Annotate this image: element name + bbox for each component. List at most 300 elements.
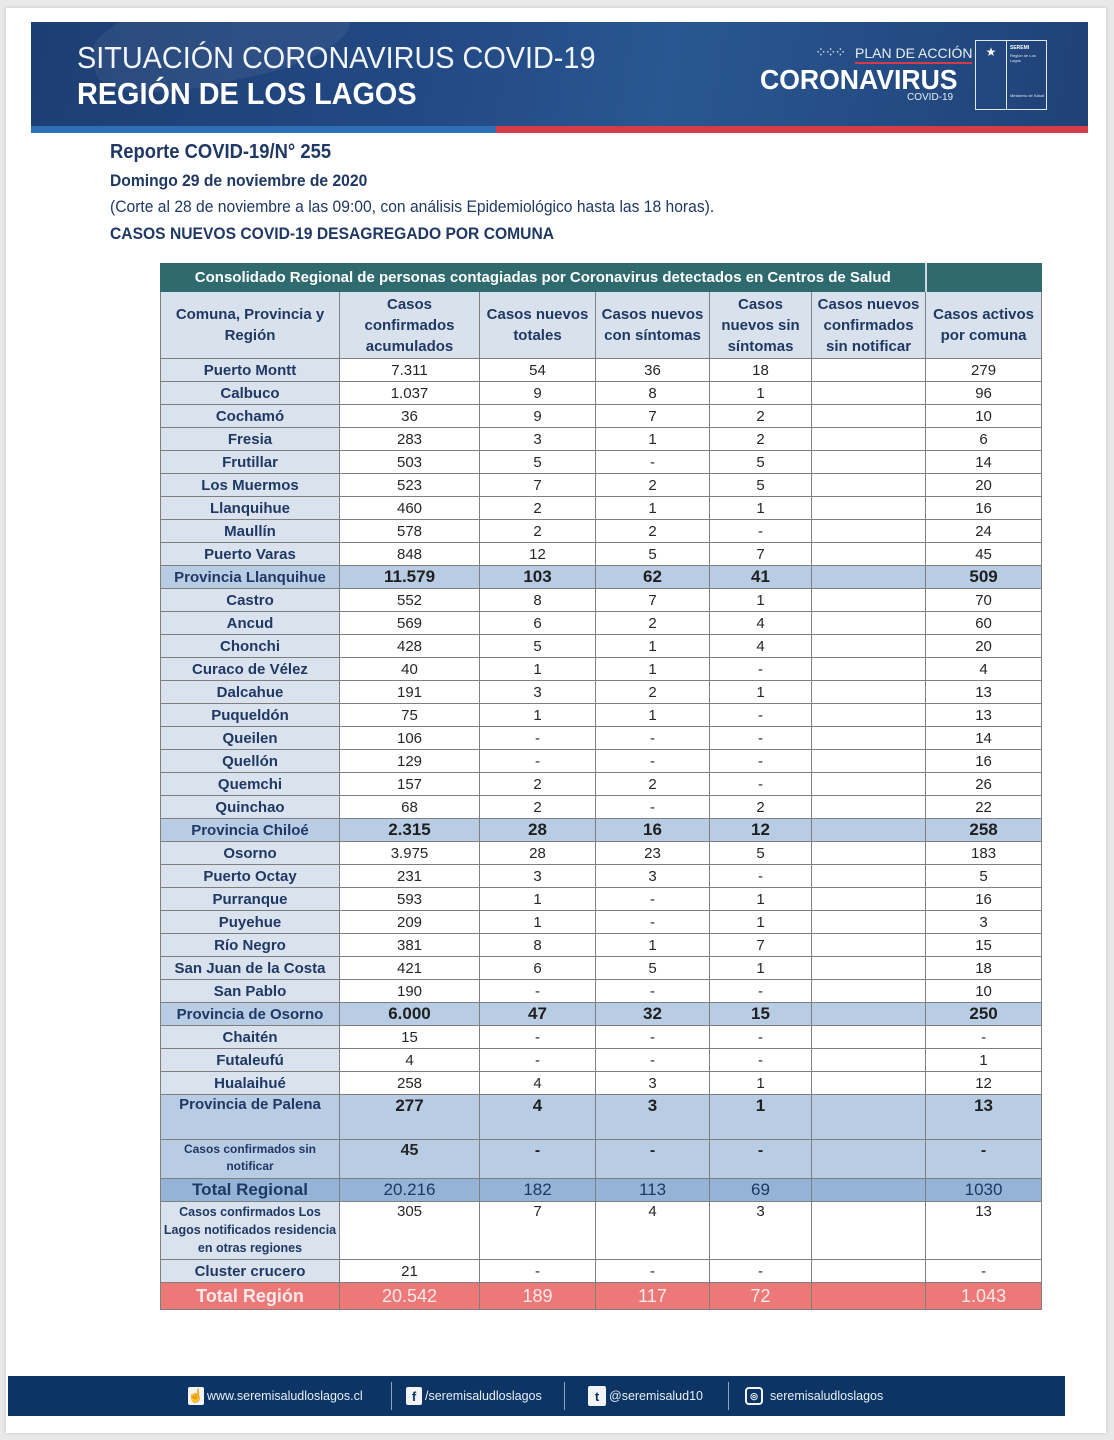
footer-link-text: www.seremisaludloslagos.cl [207,1389,363,1403]
value-cell-con: 1 [596,704,710,727]
value-cell-sinnot [812,566,926,589]
comuna-name-cell: Provincia Llanquihue [161,566,340,589]
value-cell-con: 3 [596,865,710,888]
table-row [161,405,1042,428]
cluster-row [161,1260,1042,1283]
value-cell-acum: 593 [340,888,480,911]
value-cell-sin: - [710,520,812,543]
value-cell-sin: 1 [710,1095,812,1140]
table-row [161,589,1042,612]
comuna-name-cell: Puerto Montt [161,359,340,382]
value-cell-activos: 13 [926,1095,1042,1140]
value-cell-activos: 13 [926,1202,1042,1260]
column-header: Comuna, Provincia y Región [161,292,340,359]
value-cell-con: 3 [596,1072,710,1095]
value-cell-sinnot [812,842,926,865]
value-cell-acum: 209 [340,911,480,934]
value-cell-con: - [596,911,710,934]
value-cell-activos: 15 [926,934,1042,957]
value-cell-sin: 7 [710,934,812,957]
column-header: Casos nuevos sin síntomas [710,292,812,359]
unnotified-row [161,1140,1042,1179]
value-cell-con: 2 [596,520,710,543]
value-cell-activos: 3 [926,911,1042,934]
table-row [161,934,1042,957]
table-body [161,359,1042,1310]
table-row [161,382,1042,405]
value-cell-activos: 250 [926,1003,1042,1026]
value-cell-con: - [596,1260,710,1283]
value-cell-sin: 41 [710,566,812,589]
value-cell-total: 7 [480,1202,596,1260]
value-cell-sinnot [812,1003,926,1026]
value-cell-acum: 36 [340,405,480,428]
plan-dots-icon: ⁘⁘⁘ [815,44,845,60]
value-cell-activos: 13 [926,704,1042,727]
value-cell-sinnot [812,750,926,773]
value-cell-activos: 24 [926,520,1042,543]
plan-sub: COVID-19 [907,92,954,103]
province-subtotal-row [161,819,1042,842]
value-cell-activos: - [926,1140,1042,1179]
value-cell-activos: 183 [926,842,1042,865]
table-row [161,957,1042,980]
comuna-name-cell: Puqueldón [161,704,340,727]
value-cell-activos: 10 [926,405,1042,428]
table-row [161,842,1042,865]
value-cell-con: - [596,1140,710,1179]
comuna-name-cell: Llanquihue [161,497,340,520]
value-cell-acum: 75 [340,704,480,727]
comuna-name-cell: Los Muermos [161,474,340,497]
value-cell-acum: 7.311 [340,359,480,382]
header-title-line1: SITUACIÓN CORONAVIRUS COVID-19 [77,40,596,75]
value-cell-activos: 96 [926,382,1042,405]
comuna-name-cell: Chaitén [161,1026,340,1049]
comuna-name-cell: Hualaihué [161,1072,340,1095]
value-cell-acum: 460 [340,497,480,520]
column-header: Casos nuevos con síntomas [596,292,710,359]
value-cell-sinnot [812,957,926,980]
value-cell-acum: 191 [340,681,480,704]
comuna-name-cell: Puerto Octay [161,865,340,888]
value-cell-total: 1 [480,658,596,681]
value-cell-activos: 14 [926,727,1042,750]
value-cell-sinnot [812,911,926,934]
value-cell-acum: 20.542 [340,1283,480,1310]
seremi-logo [975,40,1047,110]
value-cell-sin: 12 [710,819,812,842]
table-row [161,428,1042,451]
value-cell-total: 103 [480,566,596,589]
value-cell-acum: 258 [340,1072,480,1095]
table-row [161,635,1042,658]
header-stripe [31,126,1088,133]
value-cell-total: 6 [480,612,596,635]
value-cell-con: 1 [596,428,710,451]
value-cell-sinnot [812,980,926,1003]
value-cell-con: 23 [596,842,710,865]
value-cell-con: 1 [596,635,710,658]
comuna-name-cell: Osorno [161,842,340,865]
value-cell-activos: 18 [926,957,1042,980]
province-subtotal-row [161,1003,1042,1026]
value-cell-acum: 68 [340,796,480,819]
value-cell-con: 8 [596,382,710,405]
value-cell-activos: 279 [926,359,1042,382]
value-cell-activos: 12 [926,1072,1042,1095]
value-cell-acum: 106 [340,727,480,750]
value-cell-con: 4 [596,1202,710,1260]
value-cell-acum: 381 [340,934,480,957]
value-cell-con: 2 [596,773,710,796]
value-cell-sin: 69 [710,1179,812,1202]
value-cell-total: 3 [480,865,596,888]
table-row [161,451,1042,474]
value-cell-activos: 14 [926,451,1042,474]
comuna-name-cell: Cochamó [161,405,340,428]
comuna-name-cell: Provincia de Osorno [161,1003,340,1026]
table-row [161,1072,1042,1095]
value-cell-total: 9 [480,382,596,405]
value-cell-total: 54 [480,359,596,382]
value-cell-acum: 421 [340,957,480,980]
value-cell-con: 7 [596,405,710,428]
value-cell-activos: 6 [926,428,1042,451]
value-cell-acum: 45 [340,1140,480,1179]
value-cell-activos: 20 [926,635,1042,658]
value-cell-acum: 578 [340,520,480,543]
value-cell-acum: 4 [340,1049,480,1072]
report-date: Domingo 29 de noviembre de 2020 [110,171,368,190]
value-cell-activos: 258 [926,819,1042,842]
column-header: Casos activos por comuna [926,292,1042,359]
value-cell-con: 117 [596,1283,710,1310]
value-cell-sinnot [812,635,926,658]
footer-link-text: seremisaludloslagos [770,1389,884,1403]
footer-divider [391,1382,392,1410]
comuna-name-cell: Frutillar [161,451,340,474]
comuna-name-cell: Cluster crucero [161,1260,340,1283]
value-cell-sinnot [812,773,926,796]
value-cell-total: 1 [480,911,596,934]
cases-table [160,263,1042,1310]
footer-link-facebook[interactable] [406,1386,542,1406]
value-cell-sin: - [710,980,812,1003]
value-cell-total: 3 [480,681,596,704]
value-cell-sinnot [812,589,926,612]
table-row [161,658,1042,681]
footer-link-instagram[interactable] [745,1386,883,1406]
value-cell-total: - [480,1049,596,1072]
value-cell-total: 2 [480,796,596,819]
facebook-icon: f [406,1387,422,1405]
comuna-name-cell: Río Negro [161,934,340,957]
value-cell-con: - [596,980,710,1003]
value-cell-sinnot [812,1179,926,1202]
value-cell-sinnot [812,1049,926,1072]
comuna-name-cell: Fresia [161,428,340,451]
footer-bar [8,1376,1065,1416]
value-cell-con: - [596,451,710,474]
value-cell-con: 5 [596,543,710,566]
value-cell-acum: 231 [340,865,480,888]
comuna-name-cell: Puyehue [161,911,340,934]
value-cell-con: 1 [596,934,710,957]
value-cell-sin: 1 [710,1072,812,1095]
comuna-name-cell: Puerto Varas [161,543,340,566]
comuna-name-cell: Quellón [161,750,340,773]
table-row [161,704,1042,727]
value-cell-total: - [480,750,596,773]
value-cell-total: 8 [480,589,596,612]
comuna-name-cell: Quemchi [161,773,340,796]
comuna-name-cell: Total Región [161,1283,340,1310]
table-row [161,888,1042,911]
value-cell-con: - [596,888,710,911]
value-cell-total: - [480,1140,596,1179]
province-subtotal-row [161,566,1042,589]
value-cell-con: - [596,750,710,773]
value-cell-sinnot [812,451,926,474]
value-cell-sin: - [710,658,812,681]
value-cell-total: 189 [480,1283,596,1310]
value-cell-sinnot [812,1260,926,1283]
footer-link-tumblr[interactable] [588,1386,703,1406]
value-cell-sinnot [812,612,926,635]
value-cell-total: 28 [480,819,596,842]
value-cell-sinnot [812,359,926,382]
logo-divider [1006,41,1007,109]
value-cell-acum: 6.000 [340,1003,480,1026]
web-icon: ☝ [187,1388,205,1403]
value-cell-total: 9 [480,405,596,428]
column-header: Casos confirmados acumulados [340,292,480,359]
value-cell-con: 32 [596,1003,710,1026]
value-cell-sin: - [710,1140,812,1179]
value-cell-sin: 1 [710,589,812,612]
value-cell-total: 47 [480,1003,596,1026]
table-title-blank [926,264,1042,292]
comuna-name-cell: Maullín [161,520,340,543]
value-cell-total: 12 [480,543,596,566]
value-cell-activos: 16 [926,888,1042,911]
value-cell-sin: - [710,1260,812,1283]
value-cell-sin: - [710,727,812,750]
comuna-name-cell: Casos confirmados Los Lagos notificados residencia en otras regiones [161,1202,340,1260]
value-cell-acum: 552 [340,589,480,612]
value-cell-sinnot [812,520,926,543]
value-cell-sin: - [710,750,812,773]
value-cell-sinnot [812,1095,926,1140]
value-cell-total: - [480,1026,596,1049]
table-row [161,543,1042,566]
value-cell-con: 2 [596,681,710,704]
logo-sub-text: Región de Los Lagos [1010,53,1036,63]
grand-total-row [161,1283,1042,1310]
report-note: (Corte al 28 de noviembre a las 09:00, con análisis Epidemiológico hasta las 18 horas). [110,197,715,216]
value-cell-acum: 305 [340,1202,480,1260]
value-cell-sinnot [812,681,926,704]
comuna-name-cell: Queilen [161,727,340,750]
comuna-name-cell: Provincia de Palena [161,1095,340,1140]
value-cell-activos: 45 [926,543,1042,566]
value-cell-sinnot [812,865,926,888]
value-cell-activos: 70 [926,589,1042,612]
comuna-name-cell: Purranque [161,888,340,911]
table-row [161,359,1042,382]
table-row [161,796,1042,819]
value-cell-activos: 60 [926,612,1042,635]
comuna-name-cell: Provincia Chiloé [161,819,340,842]
value-cell-activos: 20 [926,474,1042,497]
value-cell-sinnot [812,934,926,957]
value-cell-sinnot [812,819,926,842]
value-cell-sinnot [812,1026,926,1049]
value-cell-acum: 569 [340,612,480,635]
value-cell-acum: 11.579 [340,566,480,589]
value-cell-activos: 1 [926,1049,1042,1072]
comuna-name-cell: Casos confirmados sin notificar [161,1140,340,1179]
value-cell-con: 7 [596,589,710,612]
comuna-name-cell: San Juan de la Costa [161,957,340,980]
value-cell-total: 2 [480,520,596,543]
province-subtotal-row [161,1095,1042,1140]
value-cell-sinnot [812,1202,926,1260]
value-cell-total: 1 [480,704,596,727]
value-cell-sin: 1 [710,681,812,704]
value-cell-total: 4 [480,1095,596,1140]
table-row [161,865,1042,888]
value-cell-acum: 428 [340,635,480,658]
value-cell-sinnot [812,497,926,520]
value-cell-sinnot [812,474,926,497]
value-cell-sinnot [812,796,926,819]
value-cell-acum: 3.975 [340,842,480,865]
value-cell-activos: 1030 [926,1179,1042,1202]
value-cell-con: 5 [596,957,710,980]
value-cell-acum: 157 [340,773,480,796]
comuna-name-cell: Dalcahue [161,681,340,704]
footer-divider [728,1382,729,1410]
comuna-name-cell: Chonchi [161,635,340,658]
value-cell-acum: 523 [340,474,480,497]
footer-link-text: /seremisaludloslagos [425,1389,542,1403]
value-cell-con: - [596,796,710,819]
value-cell-sin: 5 [710,451,812,474]
value-cell-sin: - [710,773,812,796]
value-cell-activos: - [926,1260,1042,1283]
comuna-name-cell: Futaleufú [161,1049,340,1072]
value-cell-sin: 2 [710,796,812,819]
comuna-name-cell: Curaco de Vélez [161,658,340,681]
footer-link-web[interactable] [188,1386,363,1406]
value-cell-acum: 20.216 [340,1179,480,1202]
value-cell-con: 1 [596,658,710,681]
value-cell-con: 2 [596,612,710,635]
value-cell-sin: 2 [710,428,812,451]
value-cell-acum: 848 [340,543,480,566]
table-row [161,612,1042,635]
table-row [161,1026,1042,1049]
column-header: Casos nuevos confirmados sin notificar [812,292,926,359]
table-row [161,681,1042,704]
value-cell-sin: 1 [710,888,812,911]
value-cell-total: 5 [480,451,596,474]
report-title: Reporte COVID-19/N° 255 [110,141,332,163]
value-cell-con: - [596,1049,710,1072]
value-cell-total: 4 [480,1072,596,1095]
value-cell-con: - [596,1026,710,1049]
value-cell-acum: 2.315 [340,819,480,842]
value-cell-sinnot [812,658,926,681]
column-header: Casos nuevos totales [480,292,596,359]
value-cell-total: 8 [480,934,596,957]
value-cell-sinnot [812,543,926,566]
value-cell-total: 2 [480,497,596,520]
value-cell-activos: - [926,1026,1042,1049]
table-row [161,1049,1042,1072]
value-cell-total: 28 [480,842,596,865]
value-cell-activos: 5 [926,865,1042,888]
footer-divider [564,1382,565,1410]
value-cell-activos: 13 [926,681,1042,704]
tumblr-icon: t [588,1386,606,1406]
value-cell-acum: 503 [340,451,480,474]
table-row [161,727,1042,750]
value-cell-sinnot [812,382,926,405]
value-cell-sin: 3 [710,1202,812,1260]
value-cell-total: 182 [480,1179,596,1202]
value-cell-sin: - [710,1049,812,1072]
crest-icon: ★ [985,45,997,59]
comuna-name-cell: Castro [161,589,340,612]
value-cell-sin: 7 [710,543,812,566]
table-row [161,980,1042,1003]
value-cell-con: 36 [596,359,710,382]
plan-main-logo: CORONAVIRUS [760,64,958,95]
value-cell-sin: 4 [710,612,812,635]
value-cell-total: 1 [480,888,596,911]
value-cell-activos: 16 [926,750,1042,773]
value-cell-sinnot [812,888,926,911]
value-cell-sinnot [812,428,926,451]
logo-bottom-text: Ministerio de Salud [1010,93,1045,98]
value-cell-con: 3 [596,1095,710,1140]
value-cell-total: - [480,980,596,1003]
comuna-name-cell: Quinchao [161,796,340,819]
value-cell-con: 113 [596,1179,710,1202]
value-cell-sin: 1 [710,382,812,405]
table-row [161,773,1042,796]
value-cell-sin: 72 [710,1283,812,1310]
value-cell-sinnot [812,704,926,727]
table-row [161,911,1042,934]
value-cell-sinnot [812,1072,926,1095]
value-cell-sin: 1 [710,497,812,520]
value-cell-acum: 190 [340,980,480,1003]
value-cell-activos: 26 [926,773,1042,796]
value-cell-activos: 10 [926,980,1042,1003]
value-cell-sin: 18 [710,359,812,382]
header-title-line2: REGIÓN DE LOS LAGOS [77,76,417,111]
value-cell-sin: - [710,1026,812,1049]
value-cell-total: - [480,1260,596,1283]
table-row [161,497,1042,520]
value-cell-sin: - [710,704,812,727]
value-cell-sinnot [812,1140,926,1179]
value-cell-sin: 4 [710,635,812,658]
